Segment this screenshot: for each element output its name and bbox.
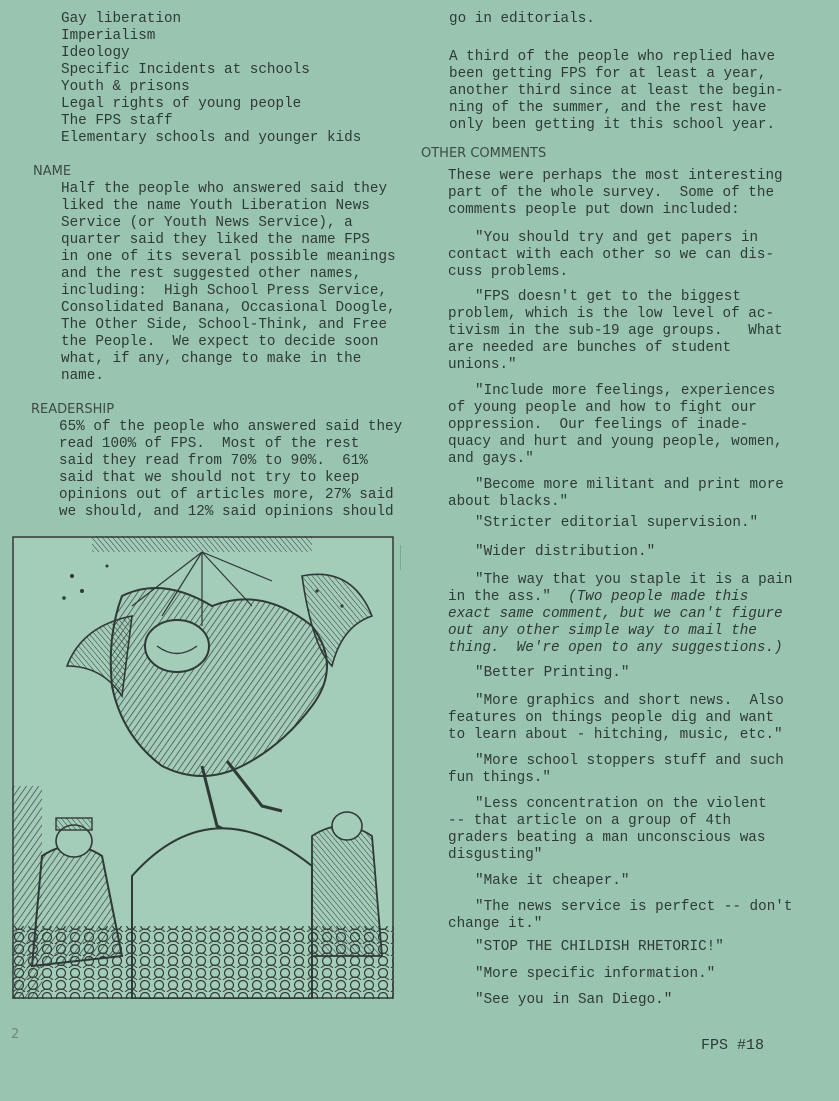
- text-line: Consolidated Banana, Occasional Doogle,: [61, 300, 396, 316]
- topic-item: The FPS staff: [61, 113, 173, 129]
- comment-line: "STOP THE CHILDISH RHETORIC!": [475, 939, 724, 955]
- other-comments-heading: OTHER COMMENTS: [421, 146, 547, 161]
- comment-line: "More specific information.": [475, 966, 716, 982]
- comment-line: -- that article on a group of 4th: [448, 813, 732, 829]
- text-line: been getting FPS for at least a year,: [449, 66, 767, 82]
- topic-item: Specific Incidents at schools: [61, 62, 310, 78]
- comment-line: are needed are bunches of student: [448, 340, 732, 356]
- comment-line: "Stricter editorial supervision.": [475, 515, 759, 531]
- editor-note-line: out any other simple way to mail the: [448, 623, 757, 639]
- comment-line: features on things people dig and want: [448, 710, 775, 726]
- column-divider: [400, 545, 401, 570]
- editor-note-line: exact same comment, but we can't figure: [448, 606, 783, 622]
- continuation-text: go in editorials.: [449, 11, 595, 27]
- comment-line: graders beating a man unconscious was: [448, 830, 766, 846]
- comment-line: tivism in the sub-19 age groups. What: [448, 323, 783, 339]
- comment-line: "See you in San Diego.": [475, 992, 673, 1008]
- comment-line: "More school stoppers stuff and such: [475, 753, 784, 769]
- comment-line: "The way that you staple it is a pain: [475, 572, 793, 588]
- text-line: A third of the people who replied have: [449, 49, 776, 65]
- text-line: 65% of the people who answered said they: [59, 419, 403, 435]
- text-line: said they read from 70% to 90%. 61%: [59, 453, 368, 469]
- page-number: 2: [11, 1027, 20, 1042]
- comment-line: "FPS doesn't get to the biggest: [475, 289, 741, 305]
- editor-note: (Two people made this: [568, 589, 749, 605]
- topic-item: Youth & prisons: [61, 79, 190, 95]
- text-line: Service (or Youth News Service), a: [61, 215, 353, 231]
- comment-line: "Make it cheaper.": [475, 873, 630, 889]
- topic-item: Gay liberation: [61, 11, 182, 27]
- comment-line: unions.": [448, 357, 517, 373]
- comment-line: problem, which is the low level of ac-: [448, 306, 775, 322]
- text-line: read 100% of FPS. Most of the rest: [59, 436, 360, 452]
- comment-line: disgusting": [448, 847, 543, 863]
- comment-line: "Better Printing.": [475, 665, 630, 681]
- text-line: said that we should not try to keep: [59, 470, 360, 486]
- comment-line: "Become more militant and print more: [475, 477, 784, 493]
- comment-line: "You should try and get papers in: [475, 230, 759, 246]
- name-heading: NAME: [33, 164, 72, 179]
- topic-item: Imperialism: [61, 28, 156, 44]
- text-line: only been getting it this school year.: [449, 117, 776, 133]
- text-line: ning of the summer, and the rest have: [449, 100, 767, 116]
- comment-line: oppression. Our feelings of inade-: [448, 417, 749, 433]
- comment-line: change it.": [448, 916, 543, 932]
- comment-line: quacy and hurt and young people, women,: [448, 434, 783, 450]
- topic-item: Elementary schools and younger kids: [61, 130, 362, 146]
- text-line: comments people put down included:: [448, 202, 740, 218]
- comment-line: contact with each other so we can dis-: [448, 247, 775, 263]
- comment-line: "Wider distribution.": [475, 544, 656, 560]
- comment-line: "Include more feelings, experiences: [475, 383, 776, 399]
- woodcut-illustration: [12, 536, 394, 999]
- text-line: Half the people who answered said they: [61, 181, 388, 197]
- comment-line: and gays.": [448, 451, 534, 467]
- topic-item: Legal rights of young people: [61, 96, 302, 112]
- comment-text: in the ass.": [448, 589, 551, 605]
- comment-line: "Less concentration on the violent: [475, 796, 767, 812]
- comment-line: cuss problems.: [448, 264, 569, 280]
- topic-item: Ideology: [61, 45, 130, 61]
- text-line: in one of its several possible meanings: [61, 249, 396, 265]
- text-line: liked the name Youth Liberation News: [61, 198, 370, 214]
- text-line: part of the whole survey. Some of the: [448, 185, 775, 201]
- comment-line: fun things.": [448, 770, 551, 786]
- text-line: what, if any, change to make in the: [61, 351, 362, 367]
- text-line: we should, and 12% said opinions should: [59, 504, 394, 520]
- comment-line: to learn about - hitching, music, etc.": [448, 727, 783, 743]
- comment-line: of young people and how to fight our: [448, 400, 757, 416]
- comment-line: about blacks.": [448, 494, 569, 510]
- text-line: the People. We expect to decide soon: [61, 334, 379, 350]
- comment-line: "The news service is perfect -- don't: [475, 899, 793, 915]
- comment-line: "More graphics and short news. Also: [475, 693, 784, 709]
- text-line: opinions out of articles more, 27% said: [59, 487, 394, 503]
- text-line: and the rest suggested other names,: [61, 266, 362, 282]
- illustration-art: [12, 536, 394, 999]
- text-line: The Other Side, School-Think, and Free: [61, 317, 388, 333]
- text-line: quarter said they liked the name FPS: [61, 232, 370, 248]
- text-line: another third since at least the begin-: [449, 83, 784, 99]
- text-line: These were perhaps the most interesting: [448, 168, 783, 184]
- text-line: including: High School Press Service,: [61, 283, 388, 299]
- editor-note-line: thing. We're open to any suggestions.): [448, 640, 783, 656]
- comment-line: [448, 589, 748, 606]
- issue-label: FPS #18: [701, 1037, 765, 1054]
- readership-heading: READERSHIP: [31, 402, 115, 417]
- text-line: name.: [61, 368, 104, 384]
